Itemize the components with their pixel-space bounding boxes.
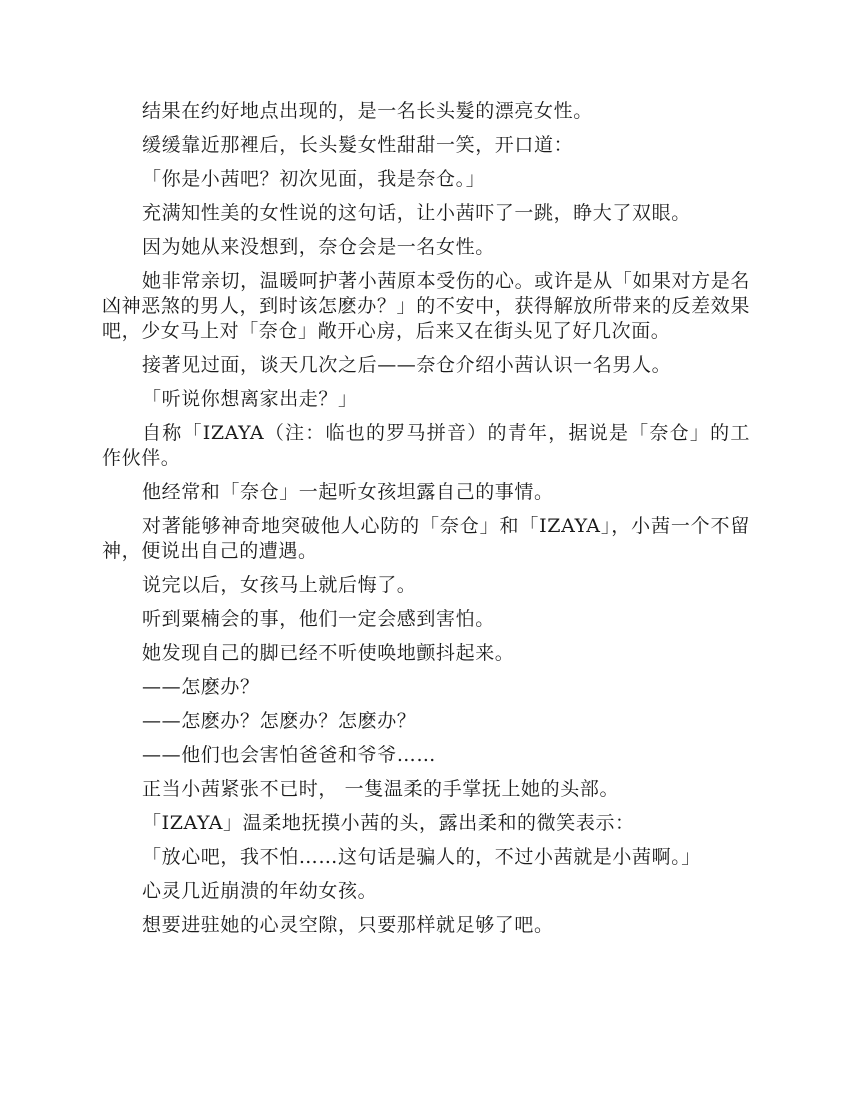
paragraph: 「放心吧，我不怕……这句话是骗人的，不过小茜就是小茜啊。」 bbox=[142, 846, 701, 868]
paragraph: 「你是小茜吧？初次见面，我是奈仓。」 bbox=[142, 168, 486, 190]
paragraph: 她发现自己的脚已经不听使唤地颤抖起来。 bbox=[142, 642, 515, 664]
paragraph: 正当小茜紧张不已时， 一隻温柔的手掌抚上她的头部。 bbox=[142, 778, 620, 800]
paragraph: 他经常和「奈仓」一起听女孩坦露自己的事情。 bbox=[142, 481, 554, 503]
paragraph: 因为她从来没想到，奈仓会是一名女性。 bbox=[142, 236, 495, 258]
paragraph: ——怎麽办？怎麽办？怎麽办？ bbox=[142, 710, 417, 732]
paragraph: 「IZAYA」温柔地抚摸小茜的头，露出柔和的微笑表示： bbox=[142, 812, 635, 834]
paragraph: 结果在约好地点出现的，是一名长头髮的漂亮女性。 bbox=[142, 100, 593, 122]
paragraph: 对著能够神奇地突破他人心防的「奈仓」和「IZAYA」，小茜一个不留神，便说出自己的遭遇。 bbox=[102, 515, 750, 562]
paragraph: ——怎麽办？ bbox=[142, 676, 260, 698]
paragraph: 接著见过面，谈天几次之后——奈仓介绍小茜认识一名男人。 bbox=[142, 354, 672, 376]
paragraph: 充满知性美的女性说的这句话，让小茜吓了一跳，睁大了双眼。 bbox=[142, 202, 691, 224]
paragraph: 自称「IZAYA（注：临也的罗马拼音）的青年，据说是「奈仓」的工作伙伴。 bbox=[102, 422, 750, 469]
paragraph: 说完以后，女孩马上就后悔了。 bbox=[142, 574, 417, 596]
paragraph: 听到粟楠会的事，他们一定会感到害怕。 bbox=[142, 608, 495, 630]
paragraph: 她非常亲切，温暖呵护著小茜原本受伤的心。或许是从「如果对方是名凶神恶煞的男人，到时该怎麽办？」的不安中，获得解放所带来的反差效果吧，少女马上对「奈仓」敞开心房，后来又在街头见了好几次面。 bbox=[102, 270, 750, 342]
body-text bbox=[102, 99, 750, 947]
paragraph: 缓缓靠近那裡后，长头髮女性甜甜一笑，开口道： bbox=[142, 134, 574, 156]
paragraph: 想要进驻她的心灵空隙，只要那样就足够了吧。 bbox=[142, 914, 554, 936]
paragraph: ——他们也会害怕爸爸和爷爷…… bbox=[142, 744, 437, 766]
paragraph: 「听说你想离家出走？」 bbox=[142, 388, 358, 410]
paragraph: 心灵几近崩溃的年幼女孩。 bbox=[142, 880, 378, 902]
